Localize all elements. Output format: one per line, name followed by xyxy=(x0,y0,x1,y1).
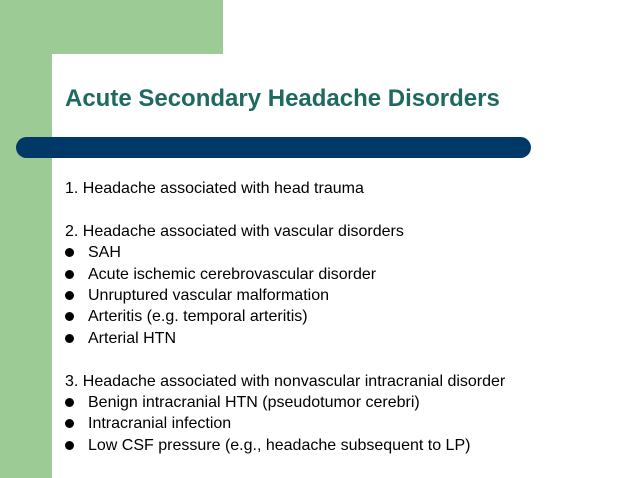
bullet-icon xyxy=(65,398,74,407)
list-item xyxy=(65,285,625,306)
bullet-icon xyxy=(65,334,74,343)
list-item-text: Acute ischemic cerebrovascular disorder xyxy=(88,265,377,283)
bullet-icon xyxy=(65,312,74,321)
slide-body xyxy=(65,178,625,456)
section-heading-2: 2. Headache associated with vascular disorders xyxy=(65,222,404,240)
list-item-text: Unruptured vascular malformation xyxy=(88,286,329,304)
list-item-text: Benign intracranial HTN (pseudotumor cerebri) xyxy=(88,393,420,411)
list-item xyxy=(65,328,625,349)
list-item xyxy=(65,392,625,413)
list-item xyxy=(65,435,625,456)
spacer xyxy=(65,199,625,220)
title-underline-bar xyxy=(16,137,531,158)
list-item xyxy=(65,264,625,285)
list-item xyxy=(65,306,625,327)
list-item-text: Arteritis (e.g. temporal arteritis) xyxy=(88,308,308,326)
section-heading-3: 3. Headache associated with nonvascular intracranial disorder xyxy=(65,372,506,390)
bullet-icon xyxy=(65,419,74,428)
bullet-icon xyxy=(65,248,74,257)
list-item-text: Arterial HTN xyxy=(88,329,177,347)
spacer xyxy=(65,349,625,370)
list-item-text: SAH xyxy=(88,244,121,262)
decorative-green-strip xyxy=(0,0,52,478)
bullet-icon xyxy=(65,441,74,450)
slide-title: Acute Secondary Headache Disorders xyxy=(65,85,500,112)
decorative-green-block xyxy=(0,0,223,54)
list-item xyxy=(65,413,625,434)
list-item xyxy=(65,242,625,263)
list-item-text: Low CSF pressure (e.g., headache subsequent to LP) xyxy=(88,436,471,454)
bullet-icon xyxy=(65,291,74,300)
list-item-text: Intracranial infection xyxy=(88,415,232,433)
bullet-icon xyxy=(65,270,74,279)
section-heading-1: 1. Headache associated with head trauma xyxy=(65,180,364,197)
